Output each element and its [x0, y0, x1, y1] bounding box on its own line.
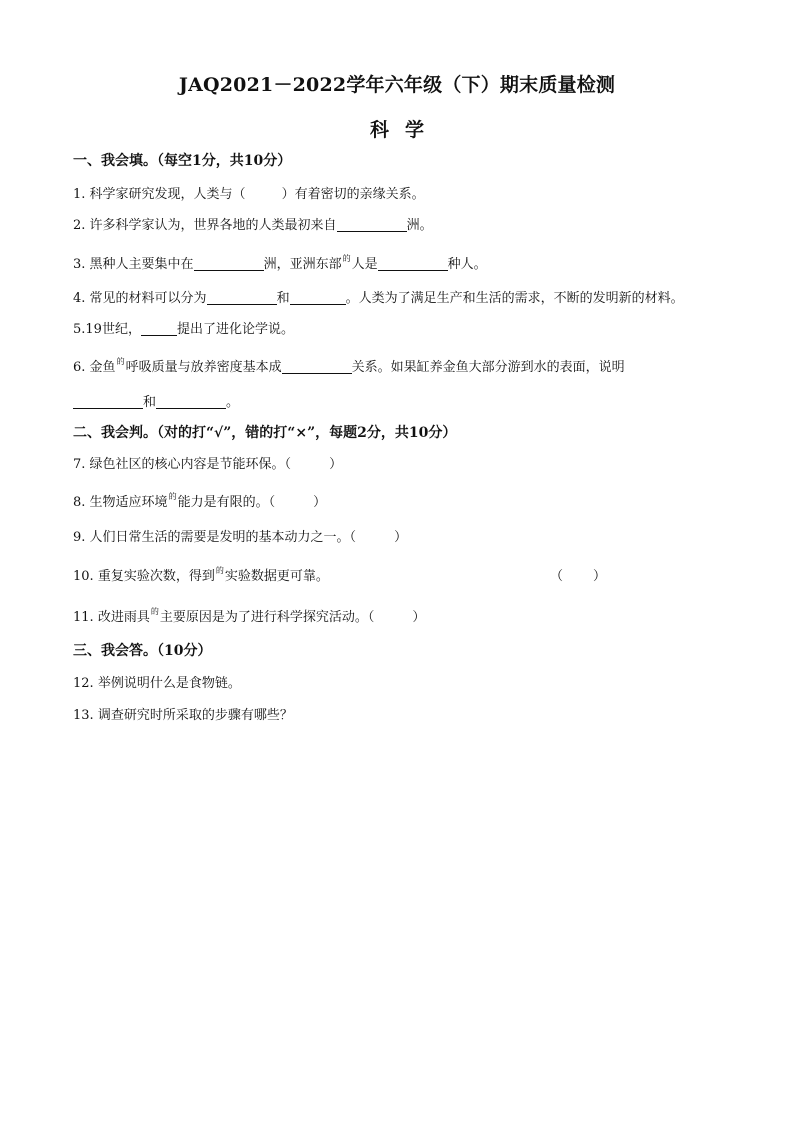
question-text: 能力是有限的。（ [177, 495, 276, 510]
question-number: 13. [73, 708, 94, 723]
question-number: 3. [73, 257, 86, 272]
question-text: 金鱼 [89, 360, 116, 375]
question-13 [73, 704, 293, 723]
question-7 [73, 453, 342, 472]
question-number: 9. [73, 530, 86, 545]
question-text: 黑种人主要集中在 [89, 257, 194, 272]
question-text: 许多科学家认为，世界各地的人类最初来自 [89, 218, 337, 233]
question-text: ） [593, 569, 607, 584]
answer-blank[interactable] [282, 359, 352, 374]
answer-blank[interactable] [290, 290, 346, 305]
question-text: 关系。如果缸养金鱼大部分游到水的表面，说明 [351, 360, 625, 375]
question-10 [73, 565, 329, 584]
question-text: 。 [226, 395, 240, 410]
question-6 [73, 356, 625, 375]
question-12 [73, 672, 241, 691]
question-10-paren [550, 565, 606, 584]
answer-blank[interactable] [378, 256, 448, 271]
question-number: 8. [73, 495, 86, 510]
particle-de: 的 [150, 607, 159, 616]
question-text: ） [412, 610, 426, 625]
question-text: （ [550, 569, 564, 584]
question-1 [73, 183, 425, 202]
question-text: 重复实验次数，得到 [97, 569, 215, 584]
question-number: 5. [73, 322, 86, 337]
question-number: 10. [73, 569, 94, 584]
question-number: 12. [73, 676, 94, 691]
question-number: 2. [73, 218, 86, 233]
question-number: 6. [73, 360, 86, 375]
section-judge: 二、我会判。（对的打“√”，错的打“×”，每题2分，共10分） [73, 425, 457, 441]
question-number: 7. [73, 457, 86, 472]
answer-blank[interactable] [141, 321, 177, 336]
question-text: ） [329, 457, 343, 472]
question-5 [73, 318, 294, 337]
question-text: 种人。 [447, 257, 487, 272]
question-number: 4. [73, 291, 86, 306]
section-fill-in: 一、我会填。（每空1分，共10分） [73, 153, 292, 169]
question-2 [73, 214, 433, 233]
question-number: 1. [73, 187, 86, 202]
question-text: ） [313, 495, 327, 510]
question-text: ）有着密切的亲缘关系。 [281, 187, 425, 202]
particle-de: 的 [168, 492, 177, 501]
subject-title: 科学 [369, 119, 440, 141]
question-11 [73, 606, 425, 625]
particle-de: 的 [342, 254, 351, 263]
question-text: 洲，亚洲东部 [263, 257, 342, 272]
question-text: 绿色社区的核心内容是节能环保。（ [89, 457, 292, 472]
question-number: 11. [73, 610, 94, 625]
section-answer: 三、我会答。（10分） [73, 643, 212, 659]
question-4 [73, 287, 684, 306]
question-text: 呼吸质量与放养密度基本成 [125, 360, 282, 375]
question-text: 常见的材料可以分为 [89, 291, 207, 306]
question-text: 改进雨具 [97, 610, 150, 625]
question-text: 主要原因是为了进行科学探究活动。（ [159, 610, 375, 625]
question-6-continued [73, 391, 239, 410]
answer-blank[interactable] [337, 217, 407, 232]
question-text: 人们日常生活的需要是发明的基本动力之一。（ [89, 530, 357, 545]
particle-de: 的 [215, 566, 224, 575]
answer-blank[interactable] [194, 256, 264, 271]
question-text: ） [394, 530, 408, 545]
question-text: 和 [143, 395, 157, 410]
question-text: 科学家研究发现，人类与（ [89, 187, 246, 202]
question-8 [73, 491, 326, 510]
question-text: 洲。 [406, 218, 433, 233]
question-text: 举例说明什么是食物链。 [97, 676, 241, 691]
question-text: 和 [276, 291, 290, 306]
exam-title: JAQ2021－2022学年六年级（下）期末质量检测 [178, 74, 616, 96]
answer-blank[interactable] [207, 290, 277, 305]
answer-blank[interactable] [73, 394, 143, 409]
question-9 [73, 526, 407, 545]
answer-blank[interactable] [156, 394, 226, 409]
question-text: 生物适应环境 [89, 495, 168, 510]
question-text: 提出了进化论学说。 [176, 322, 294, 337]
question-text: 实验数据更可靠。 [224, 569, 329, 584]
question-text: 。人类为了满足生产和生活的需求，不断的发明新的材料。 [345, 291, 684, 306]
particle-de: 的 [116, 357, 125, 366]
question-text: 19世纪， [85, 322, 141, 337]
question-3 [73, 253, 487, 272]
question-text: 调查研究时所采取的步骤有哪些？ [97, 708, 293, 723]
question-text: 人是 [351, 257, 378, 272]
